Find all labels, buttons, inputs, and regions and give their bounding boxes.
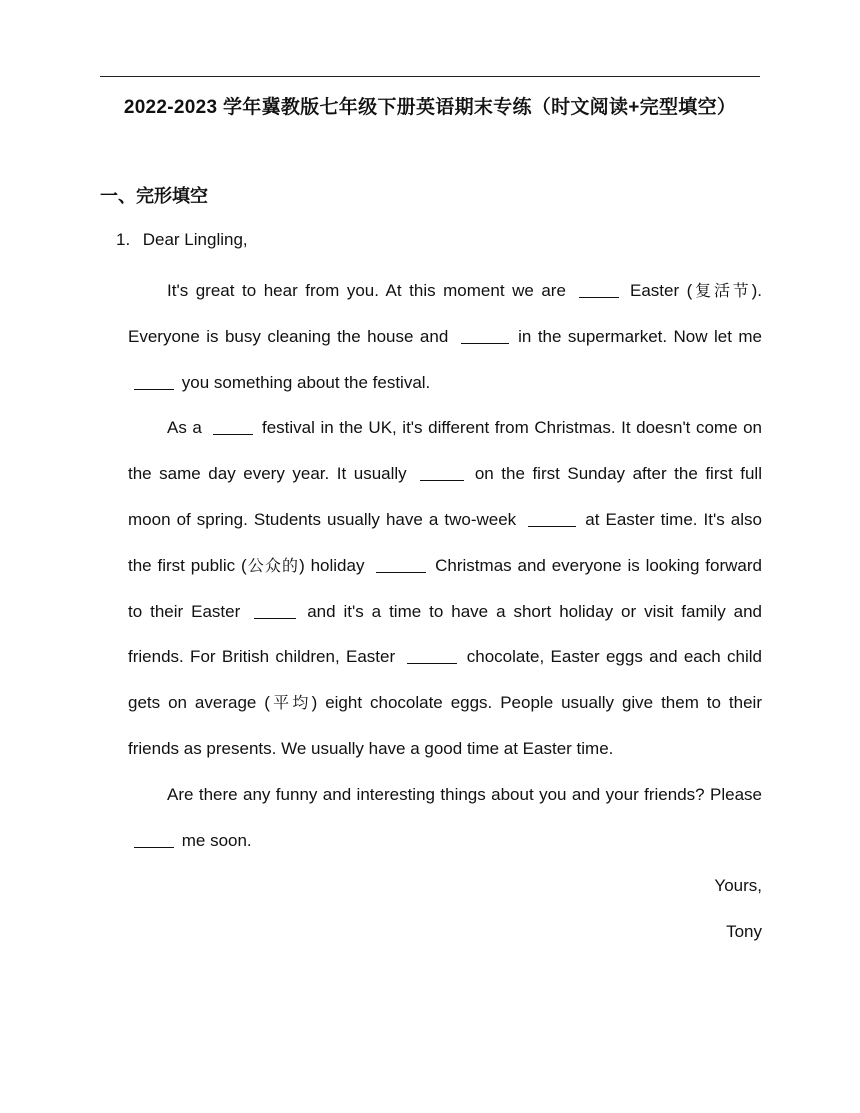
document-title: 2022-2023 学年冀教版七年级下册英语期末专练（时文阅读+完型填空） bbox=[123, 97, 737, 118]
question-header bbox=[116, 230, 248, 250]
top-rule bbox=[100, 76, 760, 77]
text-run: on the first Sunday after the first full moon of spring. Students usually have a two-week bbox=[128, 464, 762, 529]
paragraph-1 bbox=[128, 268, 762, 405]
question-number: 1. bbox=[116, 230, 131, 249]
text-run: Easter ( bbox=[630, 281, 693, 300]
blank-2[interactable] bbox=[461, 327, 509, 344]
text-run: Are there any funny and interesting things about you and your friends? Please bbox=[167, 784, 762, 804]
blank-1[interactable] bbox=[579, 281, 619, 298]
passage bbox=[128, 268, 762, 955]
chinese-gloss: 复活节 bbox=[692, 281, 752, 300]
paragraph-3 bbox=[128, 772, 762, 864]
text-run: Christmas and everyone is looking forward to their Easter bbox=[128, 555, 762, 621]
text-run: me soon. bbox=[181, 830, 252, 850]
text-run: and it's a time to have a short holiday or visit family and friends. For British children, Easter bbox=[128, 601, 763, 667]
closing-signature: Tony bbox=[726, 922, 762, 942]
text-run: As a bbox=[167, 418, 202, 438]
text-run: festival in the UK, it's different from Christmas. It doesn't come on the same day every year. It usually bbox=[128, 418, 762, 484]
text-run: you something about the festival. bbox=[181, 372, 431, 392]
blank-10[interactable] bbox=[134, 831, 174, 848]
text-run: at Easter time. It's also the first public ( bbox=[128, 509, 762, 575]
text-run: ) holiday bbox=[299, 555, 365, 575]
closing-yours: Yours, bbox=[714, 876, 762, 896]
blank-9[interactable] bbox=[407, 647, 457, 664]
letter-greeting: Dear Lingling, bbox=[142, 230, 248, 249]
chinese-gloss: 公众的 bbox=[246, 555, 300, 575]
blank-5[interactable] bbox=[420, 464, 464, 481]
paragraph-2 bbox=[128, 405, 762, 771]
blank-8[interactable] bbox=[254, 602, 296, 619]
blank-4[interactable] bbox=[213, 418, 253, 435]
chinese-gloss: 平均 bbox=[269, 693, 312, 713]
text-run: It's great to hear from you. At this moment we are bbox=[167, 281, 566, 300]
section-heading: 一、完形填空 bbox=[100, 186, 208, 206]
text-run: in the supermarket. Now let me bbox=[518, 326, 762, 346]
blank-6[interactable] bbox=[528, 510, 576, 527]
text-run: ). Everyone is busy cleaning the house and bbox=[128, 281, 762, 346]
blank-7[interactable] bbox=[376, 556, 426, 573]
text-run: ) eight chocolate eggs. People usually give them to their friends as presents. We usually have a good time at Easter time. bbox=[128, 693, 762, 758]
blank-3[interactable] bbox=[134, 373, 174, 390]
text-run: chocolate, Easter eggs and each child gets on average ( bbox=[128, 647, 762, 713]
